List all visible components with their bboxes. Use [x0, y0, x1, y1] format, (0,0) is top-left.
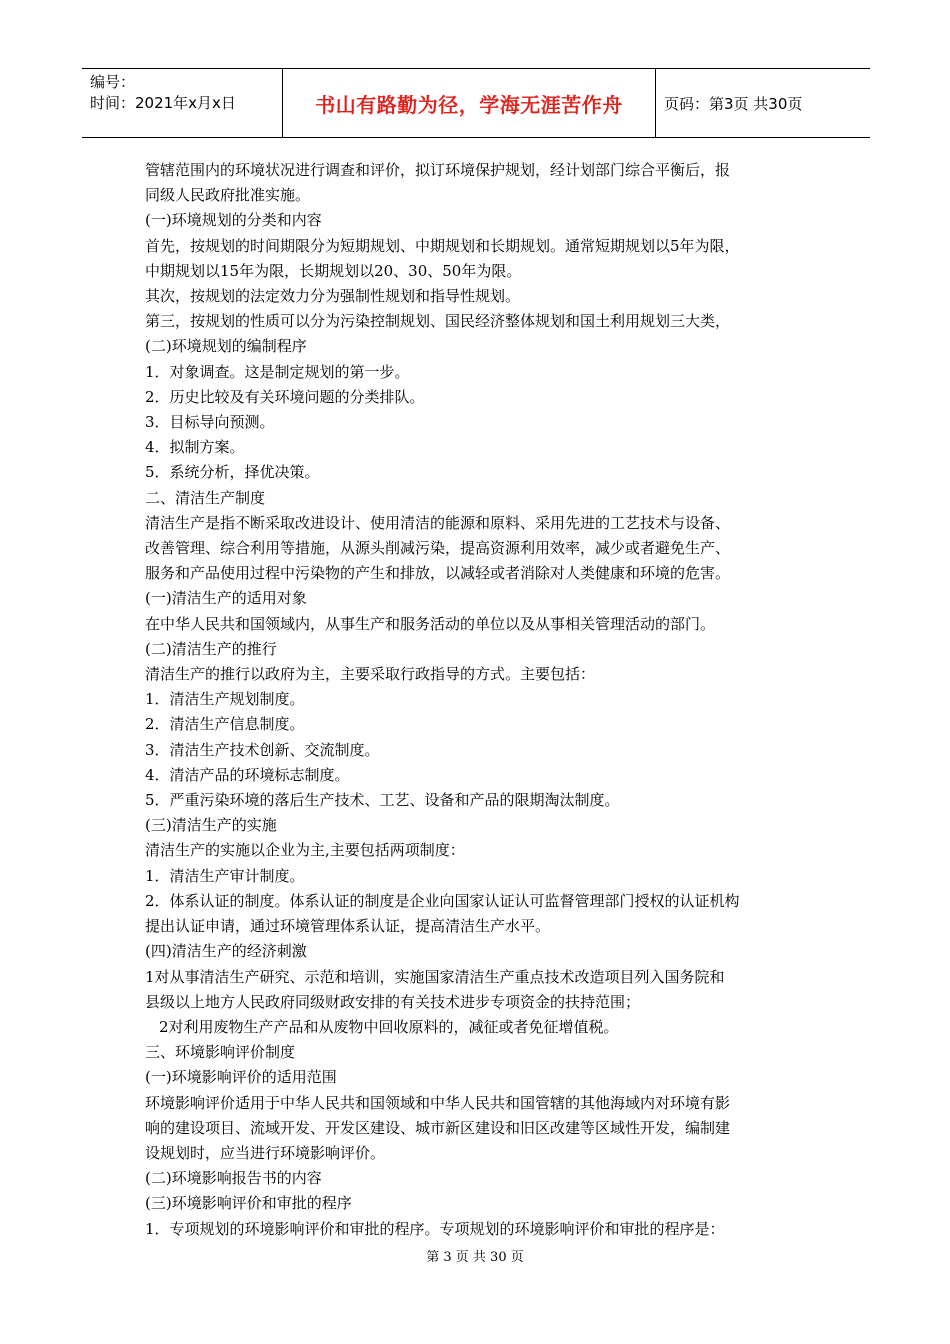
body-line: 提出认证申请，通过环境管理体系认证，提高清洁生产水平。	[145, 917, 551, 936]
body-line: 3．清洁生产技术创新、交流制度。	[145, 740, 380, 759]
body-line: (三)环境影响评价和审批的程序	[145, 1194, 352, 1213]
body-line: 1．清洁生产审计制度。	[145, 866, 305, 885]
body-line: 5．严重污染环境的落后生产技术、工艺、设备和产品的限期淘汰制度。	[145, 791, 620, 810]
body-line: 3．目标导向预测。	[145, 413, 275, 432]
body-line: 1．专项规划的环境影响评价和审批的程序。专项规划的环境影响评价和审批的程序是：	[145, 1219, 725, 1238]
body-line: 同级人民政府批准实施。	[145, 186, 311, 205]
body-line: 中期规划以15年为限，长期规划以20、30、50年为限。	[145, 261, 522, 280]
body-line: (二)清洁生产的推行	[145, 639, 277, 658]
body-line: 三、环境影响评价制度	[145, 1043, 296, 1062]
body-line: 环境影响评价适用于中华人民共和国领域和中华人民共和国管辖的其他海域内对环境有影	[145, 1093, 731, 1112]
header-page-info: 页码：第3页 共30页	[664, 94, 803, 113]
body-line: 改善管理、综合利用等措施，从源头削减污染，提高资源利用效率，减少或者避免生产、	[145, 539, 731, 558]
body-line: (一)环境规划的分类和内容	[145, 211, 322, 230]
document-body	[145, 158, 815, 1242]
body-line: (二)环境影响报告书的内容	[145, 1169, 322, 1188]
body-line: 1．清洁生产规划制度。	[145, 690, 305, 709]
body-line: 2．清洁生产信息制度。	[145, 715, 305, 734]
body-line: (三)清洁生产的实施	[145, 816, 277, 835]
body-line: 清洁生产的实施以企业为主,主要包括两项制度：	[145, 841, 465, 860]
body-line: (二)环境规划的编制程序	[145, 337, 307, 356]
header-motto: 书山有路勤为径，学海无涯苦作舟	[282, 69, 656, 137]
body-line: (四)清洁生产的经济刺激	[145, 942, 307, 961]
body-line: 第三，按规划的性质可以分为污染控制规划、国民经济整体规划和国土利用规划三大类，	[145, 312, 731, 331]
body-line: 2对利用废物生产产品和从废物中回收原料的，减征或者免征增值税。	[159, 1017, 619, 1036]
header-meta	[82, 69, 282, 137]
body-line: 服务和产品使用过程中污染物的产生和排放，以减轻或者消除对人类健康和环境的危害。	[145, 564, 731, 583]
body-line: 1对从事清洁生产研究、示范和培训，实施国家清洁生产重点技术改造项目列入国务院和	[145, 967, 725, 986]
page-header	[82, 68, 870, 138]
body-line: 4．拟制方案。	[145, 438, 245, 457]
body-line: 二、清洁生产制度	[145, 488, 266, 507]
serial-number-label: 编号：	[90, 73, 136, 91]
page-footer: 第 3 页 共 30 页	[426, 1250, 524, 1265]
body-line: 在中华人民共和国领域内，从事生产和服务活动的单位以及从事相关管理活动的部门。	[145, 614, 716, 633]
body-line: 5．系统分析，择优决策。	[145, 463, 320, 482]
body-line: (一)环境影响评价的适用范围	[145, 1068, 337, 1087]
body-line: 2．历史比较及有关环境问题的分类排队。	[145, 387, 425, 406]
body-line: 管辖范围内的环境状况进行调查和评价，拟订环境保护规划，经计划部门综合平衡后，报	[145, 161, 731, 179]
body-line: 2．体系认证的制度。体系认证的制度是企业向国家认证认可监督管理部门授权的认证机构	[145, 891, 740, 910]
body-line: 首先，按规划的时间期限分为短期规划、中期规划和长期规划。通常短期规划以5年为限，	[145, 236, 740, 255]
body-line: 4．清洁产品的环境标志制度。	[145, 765, 350, 784]
body-line: 县级以上地方人民政府同级财政安排的有关技术进步专项资金的扶持范围；	[145, 992, 641, 1011]
body-line: 1．对象调查。这是制定规划的第一步。	[145, 362, 410, 381]
body-line: 响的建设项目、流域开发、开发区建设、城市新区建设和旧区改建等区域性开发，编制建	[145, 1118, 731, 1137]
body-line: (一)清洁生产的适用对象	[145, 589, 307, 608]
body-line: 清洁生产的推行以政府为主，主要采取行政指导的方式。主要包括：	[145, 665, 596, 684]
date-label: 时间：2021年x月x日	[90, 94, 236, 112]
body-line: 设规划时，应当进行环境影响评价。	[145, 1143, 386, 1162]
body-line: 其次，按规划的法定效力分为强制性规划和指导性规划。	[145, 287, 521, 306]
body-line: 清洁生产是指不断采取改进设计、使用清洁的能源和原料、采用先进的工艺技术与设备、	[145, 513, 731, 532]
